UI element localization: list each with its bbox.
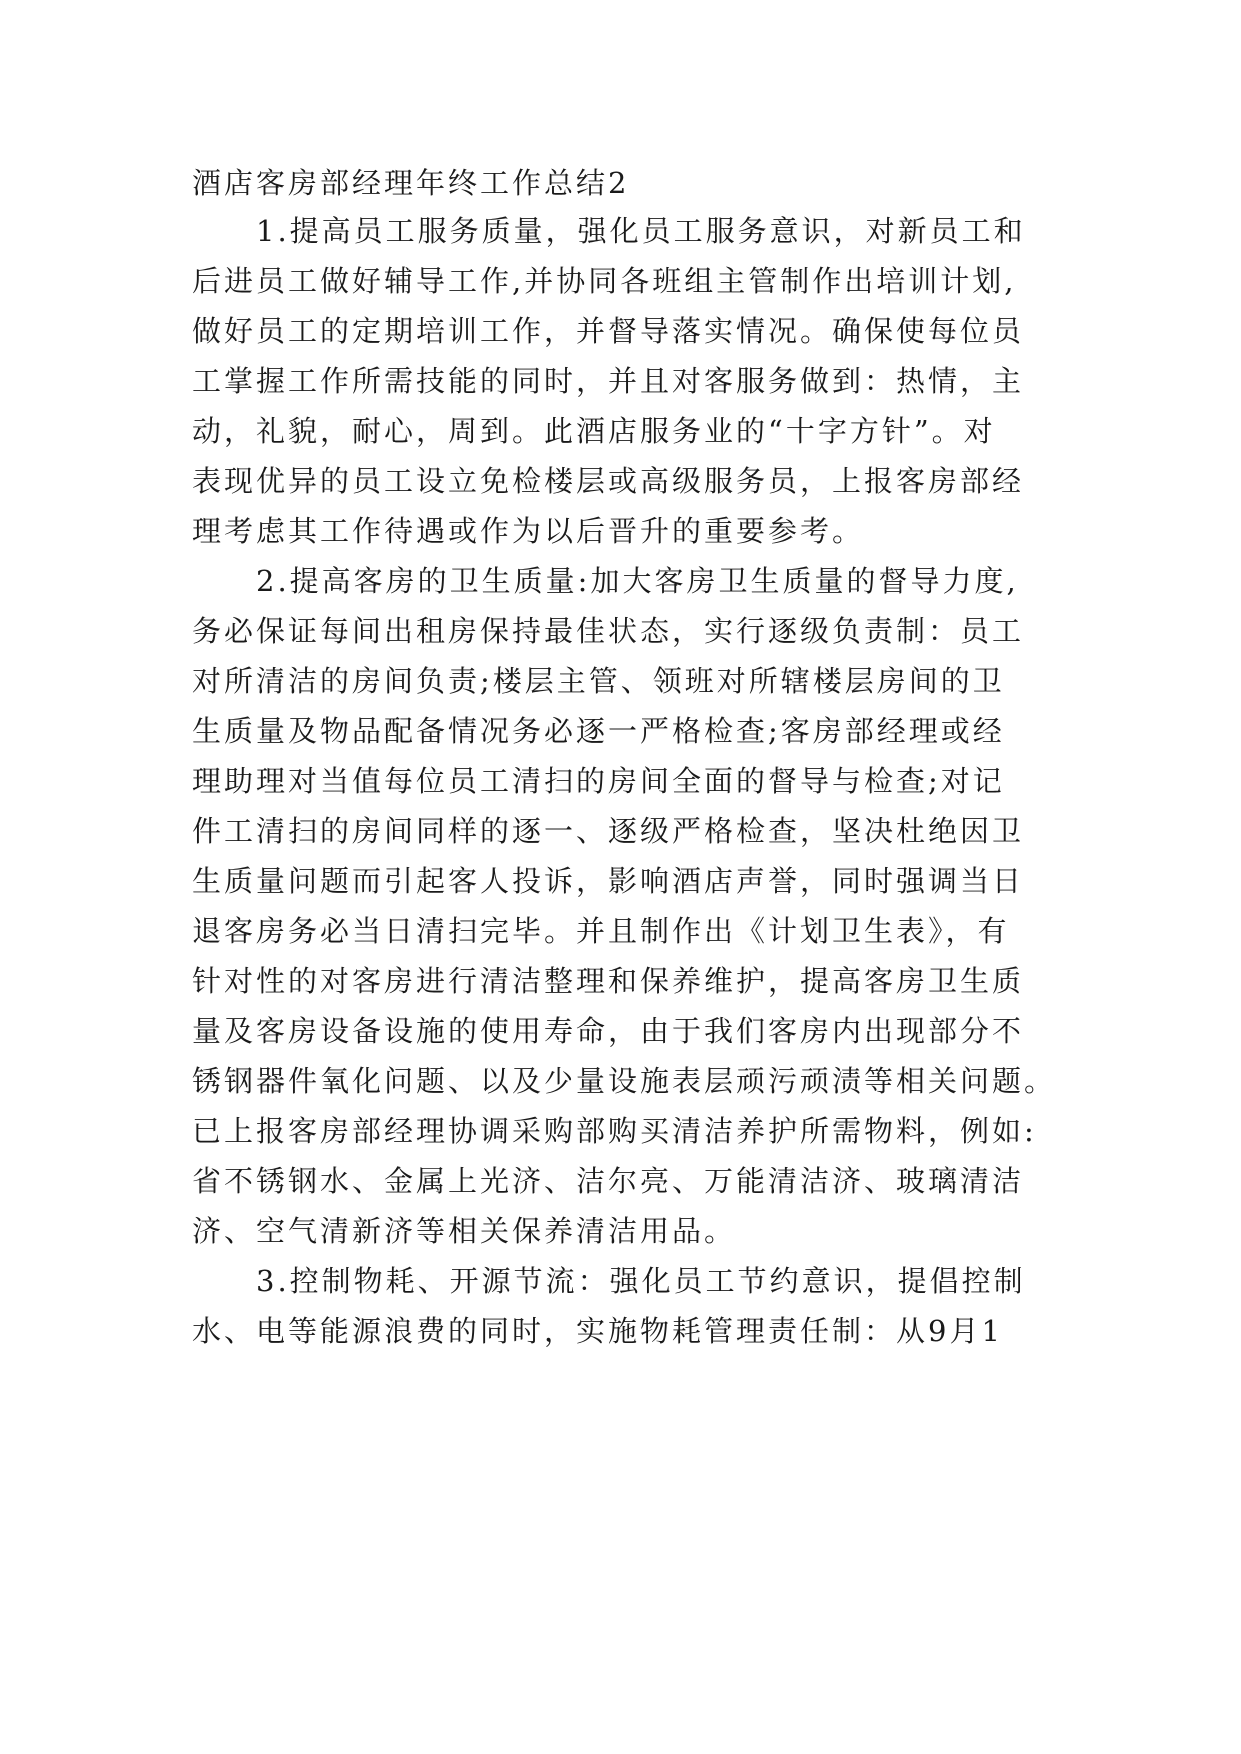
text-line: 2.提高客房的卫生质量:加大客房卫生质量的督导力度, xyxy=(192,564,1019,598)
text-line: 3.控制物耗、开源节流：强化员工节约意识，提倡控制 xyxy=(192,1264,1026,1298)
text-line: 理助理对当值每位员工清扫的房间全面的督导与检查;对记 xyxy=(192,764,1005,798)
text-line: 锈钢器件氧化问题、以及少量设施表层顽污顽渍等相关问题。 xyxy=(192,1064,1057,1098)
text-line: 工掌握工作所需技能的同时，并且对客服务做到：热情，主 xyxy=(192,364,1025,398)
text-line: 省不锈钢水、金属上光济、洁尔亮、万能清洁济、玻璃清洁 xyxy=(192,1164,1025,1198)
text-line: 生质量问题而引起客人投诉，影响酒店声誉，同时强调当日 xyxy=(192,864,1025,898)
text-line: 济、空气清新济等相关保养清洁用品。 xyxy=(192,1214,737,1248)
text-line: 务必保证每间出租房保持最佳状态，实行逐级负责制：员工 xyxy=(192,614,1025,648)
text-line: 退客房务必当日清扫完毕。并且制作出《计划卫生表》，有 xyxy=(192,914,1010,948)
document-title: 酒店客房部经理年终工作总结2 xyxy=(192,166,630,200)
text-line: 件工清扫的房间同样的逐一、逐级严格检查，坚决杜绝因卫 xyxy=(192,814,1025,848)
text-line: 水、电等能源浪费的同时，实施物耗管理责任制：从9月1 xyxy=(192,1314,1003,1348)
text-line: 已上报客房部经理协调采购部购买清洁养护所需物料，例如: xyxy=(192,1114,1037,1148)
text-line: 理考虑其工作待遇或作为以后晋升的重要参考。 xyxy=(192,514,865,548)
text-line: 生质量及物品配备情况务必逐一严格检查;客房部经理或经 xyxy=(192,714,1005,748)
text-line: 动，礼貌，耐心，周到。此酒店服务业的“十字方针”。对 xyxy=(192,414,996,448)
text-line: 表现优异的员工设立免检楼层或高级服务员，上报客房部经 xyxy=(192,464,1025,498)
text-line: 量及客房设备设施的使用寿命，由于我们客房内出现部分不 xyxy=(192,1014,1025,1048)
text-line: 做好员工的定期培训工作，并督导落实情况。确保使每位员 xyxy=(192,314,1025,348)
text-line: 针对性的对客房进行清洁整理和保养维护，提高客房卫生质 xyxy=(192,964,1025,998)
document-body xyxy=(192,160,1092,1356)
text-line: 1.提高员工服务质量，强化员工服务意识，对新员工和 xyxy=(192,214,1026,248)
text-line: 对所清洁的房间负责;楼层主管、领班对所辖楼层房间的卫 xyxy=(192,664,1005,698)
text-line: 后进员工做好辅导工作,并协同各班组主管制作出培训计划, xyxy=(192,264,1017,298)
